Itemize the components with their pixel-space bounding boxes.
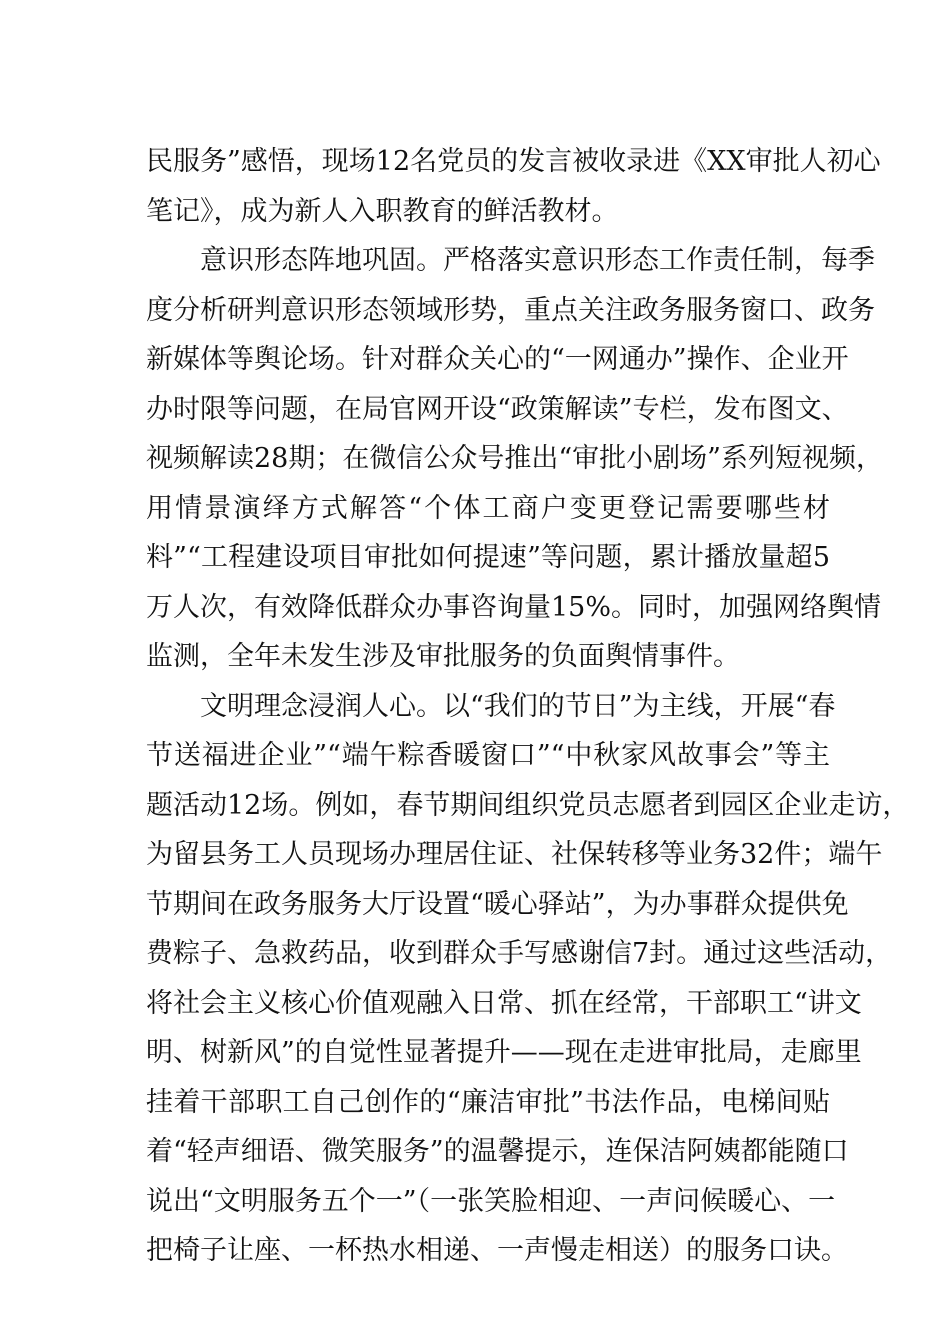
paragraph-ideology: [146, 236, 883, 682]
text-line: 新媒体等舆论场。针对群众关心的“一网通办”操作、企业开: [146, 344, 849, 375]
text-line: 明、树新风”的自觉性显著提升——现在走进审批局，走廊里: [146, 1037, 862, 1068]
text-line: 节期间在政务服务大厅设置“暖心驿站”，为办事群众提供免: [146, 888, 849, 920]
text-line: 笔记》，成为新人入职教育的鲜活教材。: [146, 195, 619, 227]
text-line: 费粽子、急救药品，收到群众手写感谢信7封。通过这些活动，: [146, 938, 893, 969]
text-line: 万人次，有效降低群众办事咨询量15%。同时，加强网络舆情: [146, 591, 882, 623]
text-line: 将社会主义核心价值观融入日常、抓在经常，干部职工“讲文: [146, 987, 862, 1019]
text-line: 民服务”感悟，现场12名党员的发言被收录进《XX审批人初心: [146, 146, 881, 177]
document-page: [146, 137, 910, 1276]
text-line: 题活动12场。例如，春节期间组织党员志愿者到园区企业走访，: [146, 789, 910, 821]
paragraph-civilization: [146, 682, 910, 1276]
text-line: 节送福进企业”“端午粽香暖窗口”“中秋家风故事会”等主: [146, 740, 830, 771]
text-line: 为留县务工人员现场办理居住证、社保转移等业务32件；端午: [146, 839, 883, 870]
text-line: 挂着干部职工自己创作的“廉洁审批”书法作品，电梯间贴: [146, 1086, 830, 1118]
text-line: 料”“工程建设项目审批如何提速”等问题，累计播放量超5: [146, 542, 830, 573]
text-line: 说出“文明服务五个一”（一张笑脸相迎、一声问候暖心、一: [146, 1185, 836, 1217]
text-line: 意识形态阵地巩固。严格落实意识形态工作责任制，每季: [200, 245, 875, 276]
text-line: 把椅子让座、一杯热水相递、一声慢走相送）的服务口诀。: [146, 1235, 848, 1266]
text-line: 视频解读28期；在微信公众号推出“审批小剧场”系列短视频，: [146, 443, 883, 474]
text-line: 着“轻声细语、微笑服务”的温馨提示，连保洁阿姨都能随口: [146, 1136, 849, 1167]
text-line: 办时限等问题，在局官网开设“政策解读”专栏，发布图文、: [146, 393, 849, 425]
text-line: 度分析研判意识形态领域形势，重点关注政务服务窗口、政务: [146, 294, 875, 326]
text-line: 监测，全年未发生涉及审批服务的负面舆情事件。: [146, 641, 740, 672]
text-line: 文明理念浸润人心。以“我们的节日”为主线，开展“春: [200, 690, 836, 722]
paragraph-continuation: [146, 137, 881, 236]
text-line: 用情景演绎方式解答“个体工商户变更登记需要哪些材: [146, 492, 830, 524]
